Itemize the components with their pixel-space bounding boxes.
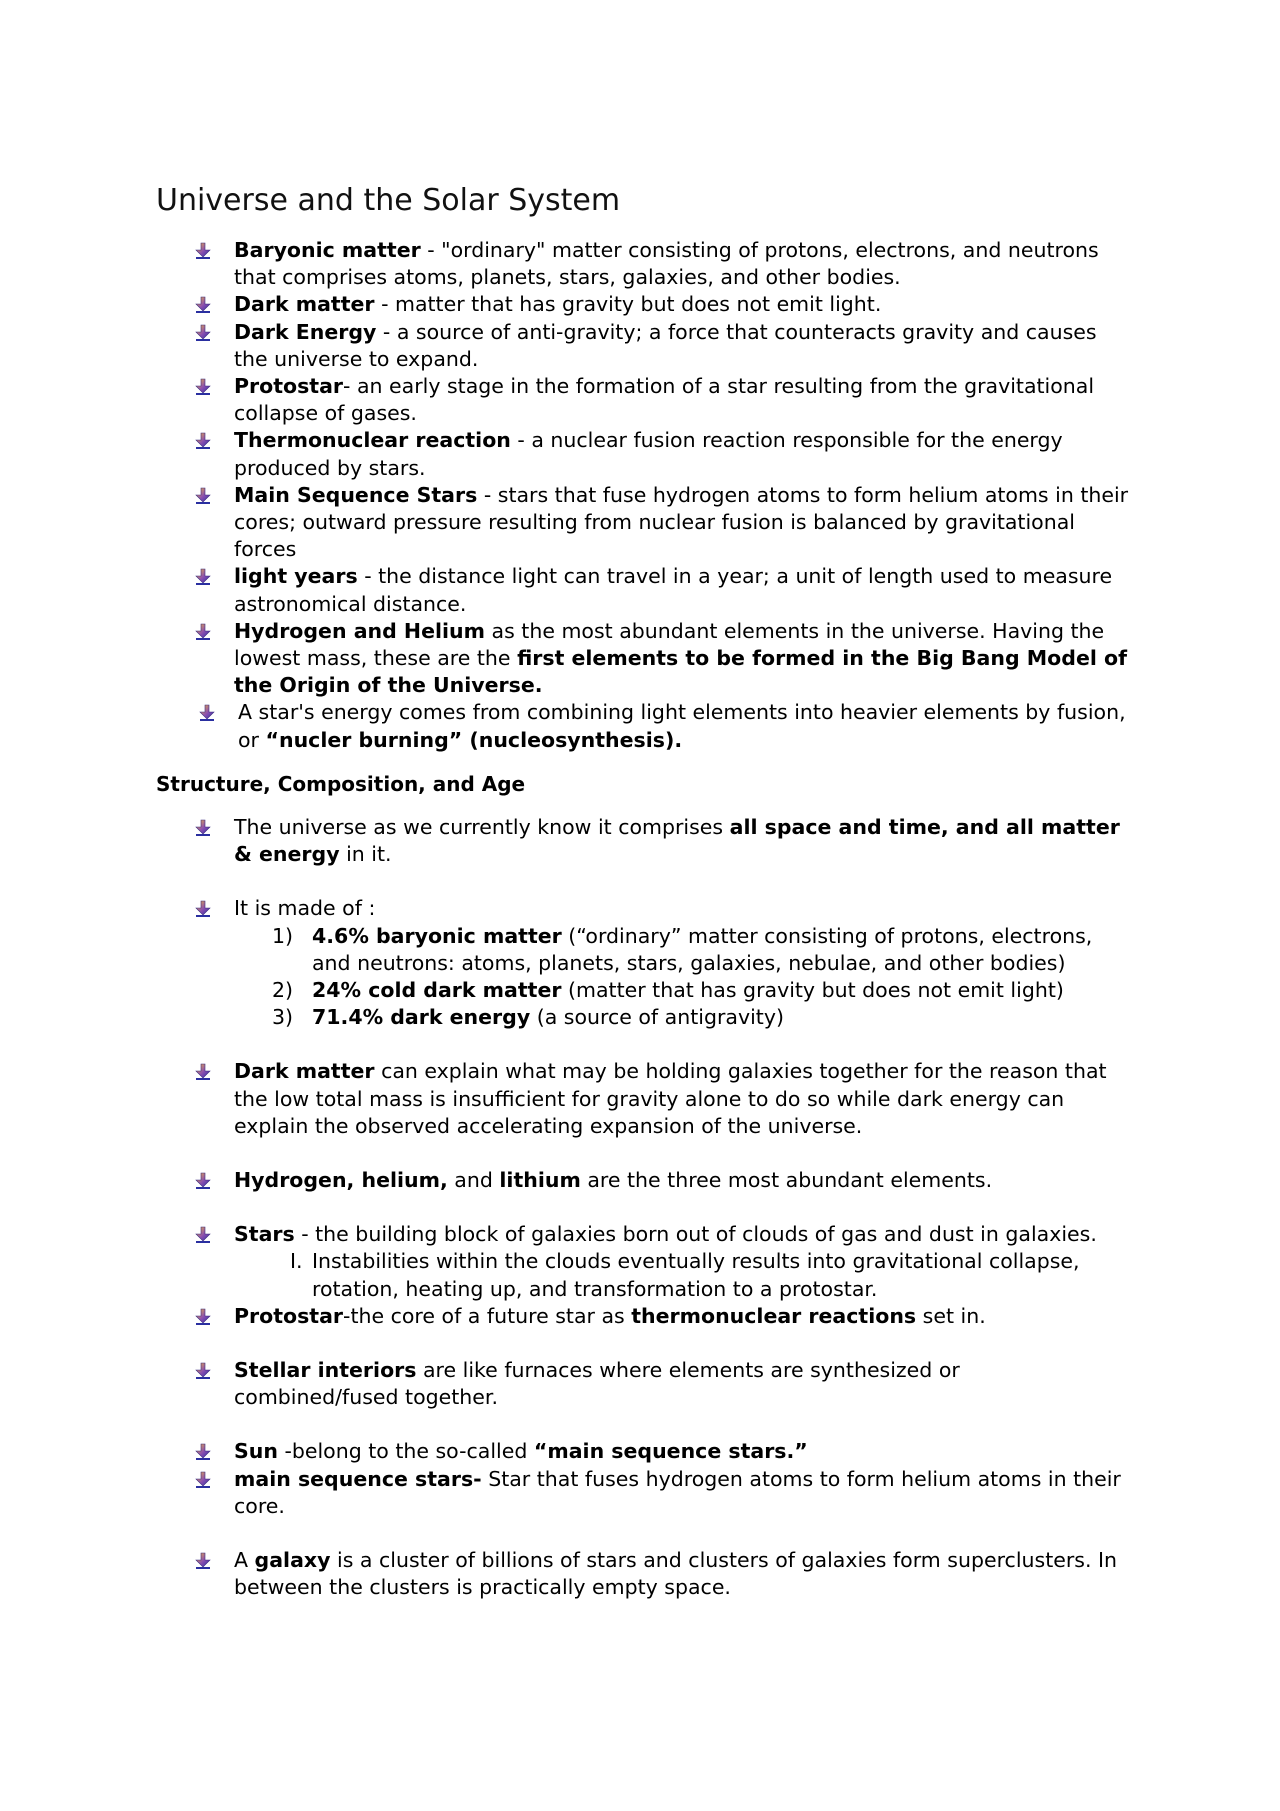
list-item: [0, 373, 1280, 427]
list-number: 2): [272, 978, 294, 1003]
definition: A star's energy comes from combining light elements into heavier elements by fusion, or: [238, 700, 1126, 752]
arrow-bullet-icon: [194, 324, 212, 342]
text: (“ordinary” matter consisting of protons, electrons, and neutrons: atoms, planets, stars, galaxies, nebulae, and other bodies): [312, 923, 1093, 975]
text: - the building block of galaxies born out of clouds of gas and dust in galaxies.: [294, 1222, 1097, 1247]
composition-item: [234, 977, 1130, 1004]
list-item: [0, 427, 1280, 481]
emphasis: first elements to be formed in the Big Bang Model of the Origin of the Universe.: [234, 646, 1128, 698]
list-item: [0, 1547, 1280, 1601]
emphasis: Protostar: [234, 1303, 344, 1328]
arrow-bullet-icon: [194, 1443, 212, 1461]
arrow-bullet-icon: [194, 1226, 212, 1244]
definition: - stars that fuse hydrogen atoms to form helium atoms in their cores; outward pressure resulting from nuclear fusion is balanced by gravitational forces: [234, 482, 1129, 562]
definition: - the distance light can travel in a year; a unit of length used to measure astronomical distance.: [234, 564, 1113, 616]
text: is a cluster of billions of stars and clusters of galaxies form superclusters. In between the clusters is practically empty space.: [234, 1548, 1118, 1600]
emphasis: Sun: [234, 1439, 278, 1464]
emphasis: Stellar interiors: [234, 1358, 417, 1383]
definition: - a nuclear fusion reaction responsible for the energy produced by stars.: [234, 428, 1063, 480]
term: Dark Energy: [234, 319, 377, 344]
definition: - "ordinary" matter consisting of protons, electrons, and neutrons that comprises atoms, planets, stars, galaxies, and other bodies.: [234, 238, 1099, 290]
list-number: I.: [290, 1249, 303, 1274]
text: -belong to the so-called: [277, 1439, 534, 1464]
text: -the core of a future star as: [343, 1303, 632, 1328]
arrow-bullet-icon: [194, 623, 212, 641]
emphasis: “main sequence stars.”: [533, 1439, 808, 1464]
list-item: [0, 563, 1280, 617]
page-title: Universe and the Solar System: [156, 183, 621, 218]
definition: - a source of anti-gravity; a force that counteracts gravity and causes the universe to expand.: [234, 319, 1097, 371]
definition: - matter that has gravity but does not emit light.: [374, 292, 882, 317]
arrow-bullet-icon: [194, 1172, 212, 1190]
arrow-bullet-icon: [194, 432, 212, 450]
text: Instabilities within the clouds eventually results into gravitational collapse, rotation, heating up, and transformation to a protostar.: [312, 1249, 1080, 1301]
text: A: [234, 1548, 255, 1573]
text: Star that fuses hydrogen atoms to form helium atoms in their core.: [234, 1466, 1121, 1518]
text: and: [447, 1168, 500, 1193]
emphasis: Hydrogen, helium,: [234, 1168, 448, 1193]
list-item: [0, 1466, 1280, 1520]
list-number: 1): [272, 923, 294, 948]
term: Thermonuclear reaction: [234, 428, 511, 453]
list-item: [0, 895, 1280, 1031]
list-item: [0, 237, 1280, 291]
glossary-list: [0, 237, 1280, 754]
term: “nucler burning” (nucleosynthesis).: [265, 727, 683, 752]
emphasis: lithium: [499, 1168, 581, 1193]
emphasis: 71.4% dark energy: [312, 1005, 531, 1030]
arrow-bullet-icon: [194, 1471, 212, 1489]
composition-list: [234, 923, 1130, 1032]
stars-sublist: [234, 1248, 1130, 1302]
list-item: [0, 482, 1280, 564]
composition-item: [234, 1004, 1130, 1031]
list-item: [0, 618, 1280, 700]
emphasis: main sequence stars-: [234, 1466, 482, 1491]
text: The universe as we currently know it comprises: [234, 815, 730, 839]
term: Dark matter: [234, 292, 375, 317]
list-item: [0, 291, 1280, 318]
list-item: [0, 814, 1280, 868]
arrow-bullet-icon: [194, 378, 212, 396]
list-item: [0, 1438, 1280, 1465]
definition: - an early stage in the formation of a star resulting from the gravitational collapse of gases.: [234, 374, 1095, 426]
term: Protostar: [234, 374, 344, 399]
emphasis: thermonuclear reactions: [631, 1303, 917, 1328]
arrow-bullet-icon: [198, 704, 216, 722]
sublist-item: [234, 1248, 1130, 1302]
arrow-bullet-icon: [194, 1063, 212, 1081]
text: in it.: [339, 842, 392, 867]
list-item: [0, 319, 1280, 373]
text: are the three most abundant elements.: [580, 1168, 993, 1193]
list-item: [0, 1221, 1280, 1303]
arrow-bullet-icon: [194, 296, 212, 314]
list-number: 3): [272, 1005, 294, 1030]
term: light years: [234, 564, 358, 589]
emphasis: all space and time, and all matter & energy: [234, 815, 1120, 867]
section-heading: Structure, Composition, and Age: [156, 772, 526, 796]
arrow-bullet-icon: [194, 1552, 212, 1570]
emphasis: 4.6% baryonic matter: [312, 923, 562, 948]
term: Hydrogen and Helium: [234, 618, 486, 643]
arrow-bullet-icon: [194, 242, 212, 260]
text: can explain what may be holding galaxies together for the reason that the low total mass is insufficient for gravity alone to do so while dark energy can explain the observed accelerating expansion of the universe.: [234, 1059, 1107, 1138]
composition-item: [234, 923, 1130, 977]
text: are like furnaces where elements are synthesized or combined/fused together.: [234, 1358, 960, 1410]
arrow-bullet-icon: [194, 1362, 212, 1380]
structure-section: [0, 814, 1280, 1601]
text: It is made of :: [234, 896, 376, 921]
emphasis: Dark matter: [234, 1059, 375, 1084]
text: set in.: [916, 1303, 986, 1328]
list-item: [0, 1303, 1280, 1330]
list-item: [0, 699, 1280, 753]
term: Main Sequence Stars: [234, 482, 478, 507]
list-item: [0, 1357, 1280, 1411]
emphasis: galaxy: [254, 1548, 331, 1573]
emphasis: Stars: [234, 1222, 295, 1247]
term: Baryonic matter: [234, 238, 421, 262]
emphasis: 24% cold dark matter: [312, 978, 562, 1003]
text: (matter that has gravity but does not emit light): [561, 978, 1064, 1003]
arrow-bullet-icon: [194, 568, 212, 586]
glossary-section: [0, 237, 1280, 754]
arrow-bullet-icon: [194, 487, 212, 505]
arrow-bullet-icon: [194, 819, 212, 837]
structure-list: [0, 814, 1280, 1601]
arrow-bullet-icon: [194, 1308, 212, 1326]
definition: as the most abundant elements in the universe. Having the lowest mass, these are the: [234, 618, 1105, 671]
list-item: [0, 1167, 1280, 1194]
list-item: [0, 1058, 1280, 1140]
text: (a source of antigravity): [530, 1005, 784, 1030]
arrow-bullet-icon: [194, 900, 212, 918]
